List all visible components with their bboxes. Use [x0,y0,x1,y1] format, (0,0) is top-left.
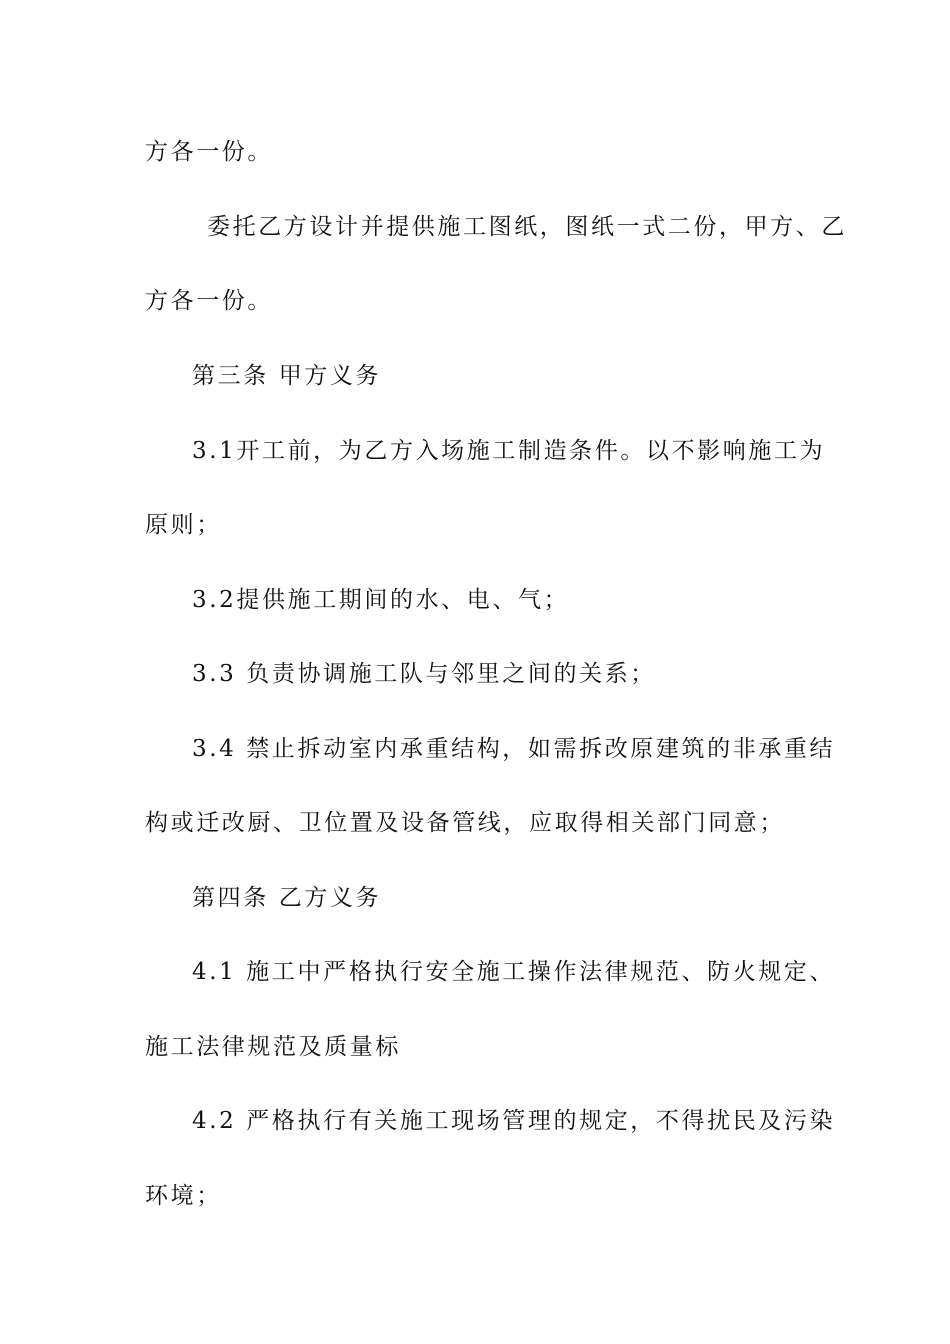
text-line: 方各一份。 [145,139,273,165]
text-line: 委托乙方设计并提供施工图纸，图纸一式二份，甲方、乙 [207,214,847,240]
text-line: 3.3 负责协调施工队与邻里之间的关系； [192,661,656,687]
section-heading: 第四条 乙方义务 [192,885,382,911]
text-line: 环境； [145,1183,222,1209]
text-line: 原则； [145,512,222,538]
text-line: 构或迁改厨、卫位置及设备管线，应取得相关部门同意； [145,810,785,836]
text-line: 3.1开工前，为乙方入场施工制造条件。以不影响施工为 [192,438,826,464]
text-line: 施工法律规范及质量标 [145,1034,401,1060]
text-line: 3.2提供施工期间的水、电、气； [192,587,570,613]
text-line: 4.2 严格执行有关施工现场管理的规定，不得扰民及污染 [192,1108,836,1134]
text-line: 方各一份。 [145,288,273,314]
section-heading: 第三条 甲方义务 [192,363,382,389]
text-line: 4.1 施工中严格执行安全施工操作法律规范、防火规定、 [192,959,836,985]
text-line: 3.4 禁止拆动室内承重结构，如需拆改原建筑的非承重结 [192,736,836,762]
